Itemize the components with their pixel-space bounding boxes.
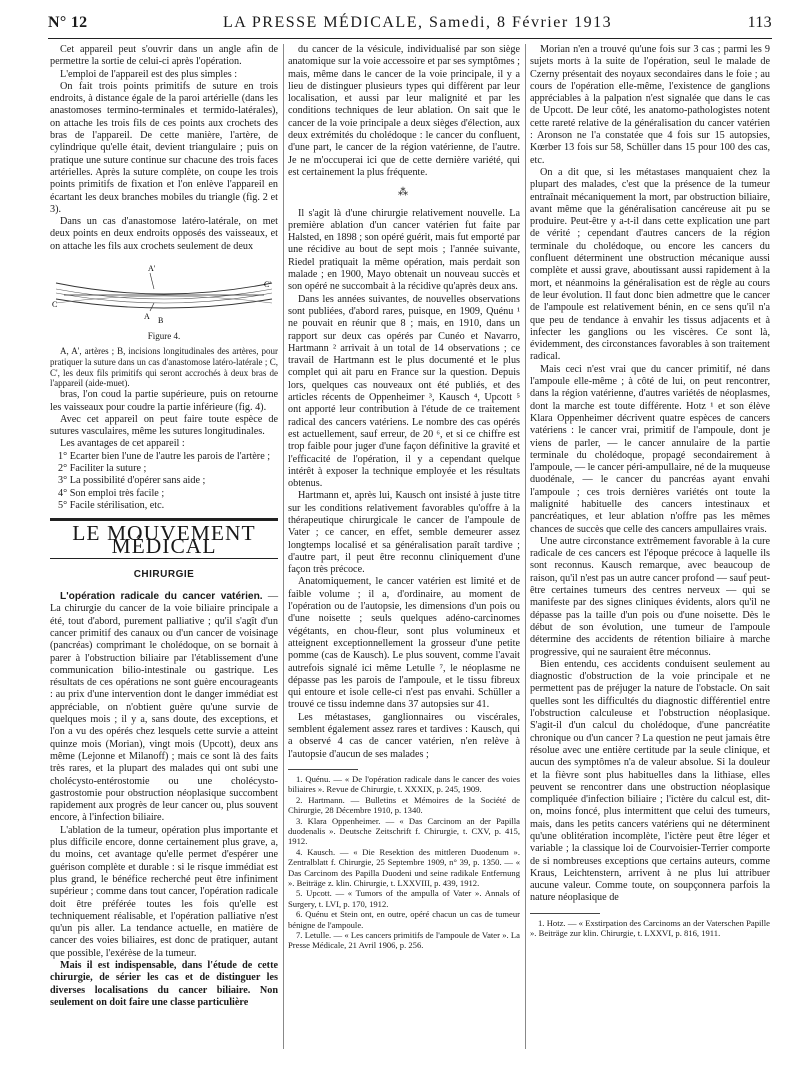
- footnote: 5. Upcott. — « Tumors of the ampulla of Vater ». Annals of Surgery, t. LVI, p. 170, 1912.: [288, 888, 520, 909]
- footnote: 2. Hartmann. — Bulletins et Mémoires de la Société de Chirurgie, 28 Décembre 1910, p. 1340.: [288, 794, 520, 816]
- paragraph: Anatomiquement, le cancer vatérien est limité et de faible volume ; il a, d'ordinaire, au moment de l'opération ou de l'autopsie, les dimensions d'un pois ou d'une noisette ; seuls quelques adéno-carcinomes végétants, en chou-fleur, sont plus volumineux et atteignent exceptionnellement la grosseur d'une petite pomme (cas de Kausch). Le plus souvent, comme l'avait autrefois signalé ici même Letulle ⁷, le néoplasme ne dépasse pas les parois de l'ampoule, et le tissu fibreux qui entoure et isole celle-ci n'est pas envahi. Schüller a trouvé ce tissu indemne dans 37 autopsies sur 41.: [288, 576, 520, 711]
- list-item: 5° Facile stérilisation, etc.: [58, 499, 165, 511]
- footnote: 7. Letulle. — « Les cancers primitifs de l'ampoule de Vater ». La Presse Médicale, 21 Avril 1906, p. 256.: [288, 930, 520, 951]
- paragraph: L'emploi de l'appareil est des plus simples :: [60, 68, 238, 80]
- issue-number: N° 12: [48, 14, 88, 31]
- paragraph: Dans un cas d'anastomose latéro-latérale, on met deux points en deux endroits opposés des vaisseaux, et on attache les fils aux crochets seulement de deux: [50, 216, 278, 252]
- footnote-rule: [530, 913, 600, 914]
- column-separator: [525, 44, 526, 1049]
- running-header: [48, 14, 772, 36]
- section-title: LE MOUVEMENT MÉDICAL: [72, 521, 256, 558]
- list-item: 4° Son emploi très facile ;: [58, 487, 165, 499]
- paragraph: Il s'agit là d'une chirurgie relativement nouvelle. La première ablation d'un cancer vatérien fut faite par Halsted, en 1898 ; son opéré guérit, mais fut emporté par une récidive au bout de sept mois ; l'année suivante, Riedel pratiquait la même opération, mais perdait son malade ; en 1900, Mayo obtenait un nouveau succès et son opéré ne succombait à la récidive qu'après deux ans.: [288, 207, 520, 293]
- column-3: [530, 44, 770, 939]
- section-dinkus: ⁂: [398, 187, 410, 199]
- header-rule: [48, 38, 772, 39]
- label-a-prime: A': [148, 264, 156, 274]
- paragraph: bras, l'on coud la partie supérieure, puis on retourne les vaisseaux pour coudre la partie inférieure (fig. 4).: [50, 389, 278, 413]
- paragraph: Mais il est indispensable, dans l'étude de cette chirurgie, de sérier les cas et de distinguer les diverses localisations du cancer biliaire. Non seulement on doit faire une classe particulière: [50, 960, 278, 1008]
- label-c: C: [52, 300, 58, 310]
- paragraph: On a dit que, si les métastases manquaient chez la plupart des malades, c'est que la présence de la tumeur entraînait mécaniquement la mort, par obstruction biliaire, avant même que la généralisation cancéreuse ait pu se produire. Peut-être y a-t-il dans cette explication une part de vérité ; cependant d'autres cancers de la région terminale du cholédoque, ou encore les cancers du confluent déterminent une obstruction mécanique aussi complète et aussi grave, aboutissant aussi rapidement à la mort, et néanmoins la généralisation est de règle au cours de leur évolution. Il faut donc bien admettre que le cancer de l'ampoule est relativement bénin, en ce sens qu'il n'a que peu de tendance à envahir les tissus adjacents et à infecter les ganglions ou les viscères. Ce sont là, évidemment, des circonstances favorables à son traitement radical.: [530, 166, 770, 363]
- journal-title: LA PRESSE MÉDICALE, Samedi, 8 Février 1913: [222, 14, 613, 31]
- figure-legend: A, A', artères ; B, incisions longitudinales des artères, pour pratiquer la suture dans un cas d'anastomose latéro-latérale ; C, C', les deux fils primitifs qui seront accrochés à deux bras de l'appareil (aide-muet).: [50, 346, 278, 389]
- footnote: 1. Quénu. — « De l'opération radicale dans le cancer des voies biliaires ». Revue de Chirurgie, t. XXXIX, p. 245, 1909.: [288, 773, 520, 795]
- section-rule: [50, 558, 278, 559]
- paragraph: L'ablation de la tumeur, opération plus importante et plus difficile encore, donne certainement plus grave, a, du moins, cet avantage qu'elle permet d'espérer une guérison complète et durable : si le risque immédiat est plus grand, le bénéfice recherché peut être infiniment supérieur ; comme dans tout cancer, l'opération radicale doit être préférée toutes les fois qu'elle est techniquement réalisable, et l'opération palliative n'est qu'un pis aller. La tendance actuelle, en matière de cancer des voies biliaires, est donc de pratiquer, autant que possible, l'exérèse de la tumeur.: [50, 824, 278, 959]
- paragraph: Avec cet appareil on peut faire toute espèce de sutures vasculaires, même les sutures longitudinales.: [50, 413, 278, 438]
- footnote-rule: [288, 769, 358, 770]
- figure-4: [50, 259, 278, 342]
- list-item: 1° Ecarter bien l'une de l'autre les parois de l'artère ;: [58, 450, 271, 462]
- footnotes: [530, 918, 770, 939]
- paragraph: Les avantages de cet appareil :: [60, 438, 185, 450]
- subsection-title: CHIRURGIE: [133, 568, 195, 580]
- label-b: B: [158, 316, 164, 326]
- footnote: 4. Kausch. — « Die Resektion des mittleren Duodenum ». Zentralblatt f. Chirurgie, 25 Septembre 1909, n° 39, p. 1350. — « Das Carcinom des Papilla Duodeni und seine radikale Entfernung ». Beiträge z. klin. Chirurgie, t. LXXVIII, p. 439, 1912.: [288, 846, 520, 888]
- paragraph: On fait trois points primitifs de suture en trois endroits, à distance égale de la paroi artérielle (dans les anastomoses termino-terminales et termido-latérales), on attache les trois fils de ces points aux crochets des bras de l'appareil. De cette manière, l'artère, de cylindrique qu'elle était, devient triangulaire ; puis on pratique une suture continue sur chacune des trois faces artérielles. Après la suture complète, on coupe les trois points primitifs de fixation et l'on enlève l'appareil en écartant les deux branches mobiles du triangle (fig. 2 et 3).: [50, 80, 278, 215]
- paragraph: Une autre circonstance extrêmement favorable à la cure radicale de ces cancers est l'époque précoce à laquelle ils sont reconnus. Kausch remarque, avec beaucoup de raison, qu'il n'est pas un autre cancer profond — sauf peut-être certaines tumeurs des centres nerveux — qui se manifeste par des signes cliniques évidents, alors qu'il ne dépasse pas la taille d'un pois ou d'une noisette. Dès le début de son évolution, une tumeur de l'ampoule détermine des accidents de rétention biliaire à marche progressive, qui ne sauraient être méconnus.: [530, 535, 770, 658]
- paragraph: Bien entendu, ces accidents conduisent seulement au diagnostic d'obstruction de la voie principale et ne permettent pas de préjuger la nature de l'obstacle. On sait quelles sont les difficultés du diagnostic différentiel entre l'obstruction calculeuse et l'obstruction néoplasique. S'agit-il d'un calcul du cholédoque, d'une pancréatite chronique ou d'un cancer ? La question ne peut jamais être résolue avec une entière certitude par la seule clinique, et aucun des symptômes n'a de valeur absolue. Si la douleur et la fièvre sont plus habituelles dans la lithiase, elles peuvent se rencontrer dans une obstruction néoplasique compliquée d'infection biliaire ; l'ictère du calcul est, dit-on, moins foncé, plus intermittent que celui des tumeurs, mais, dans les petits cancers vatériens qui ne déterminent qu'une oblitération incomplète, l'ictère peut être léger et variable ; la classique loi de Courvoisier-Terrier comporte de si nombreuses exceptions que certains auteurs, comme Kraus, Leichtenstern, arrivent à ne plus lui attribuer aucune valeur. Comme toute, on soupçonnera parfois la nature néoplasique de: [530, 658, 770, 904]
- paragraph-text: — La chirurgie du cancer de la voie biliaire principale a été, tout d'abord, purement palliative ; qu'il s'agît d'un cancer primitif des canaux ou d'un cancer de voisinage (pancréas) comprimant le cholédoque, on se bornait à parer à l'obstruction biliaire par l'établissement d'une communication bilio-intestinale ou gastrique. Les résultats de ces opérations ne sont guère encourageants : au prix d'une intervention dont le danger immédiat est appréciable, on n'obtient guère qu'une survie de quelques mois ; il y a, sans doute, des exceptions, et l'on a vu des opérés chez lesquels cette survie a atteint quinze mois (Morian), vingt mois (Upcott), deux ans même (Lejonne et Milanoff) ; mais ce sont là des faits très rares, et la plupart des malades qui ont subi une cholécysto-entérostomie ou une cholécysto-gastrostomie pour obstruction néoplasique succombent rapidement aux progrès de leur cancer ou, plus souvent encore, à l'infection biliaire.: [50, 591, 279, 824]
- list-item: 3° La possibilité d'opérer sans aide ;: [58, 475, 206, 487]
- anastomosis-illustration: [50, 259, 278, 329]
- footnote: 1. Hotz. — « Exstirpation des Carcinoms an der Vaterschen Papille ». Beiträge zur klin. Chirurgie, t. LXXVI, p. 816, 1911.: [530, 917, 770, 939]
- paragraph: Dans les années suivantes, de nouvelles observations sont publiées, d'abord rares, puisque, en 1909, Quénu ¹ ne pouvait en réunir que 8 ; mais, en 1910, dans un rapport sur deux cas opérés par Cunéo et Navarro, Hartmann ² arrivait à un total de 14 observations ; ce travail de Hartmann est le plus documenté et le plus complet qui ait paru en France sur la question. Depuis lors, quelques cas nouveaux ont été publiés, et des articles récents de Oppenheimer ³, Kausch ⁴, Upcott ⁵ ont apporté leur contribution à l'étude de ce traitement radical des cancers vatériens. Le nombre des cas opérés est actuellement, sauf erreur, de 20 ⁶, et si ce chiffre est trop faible pour juger d'une façon définitive la gravité et l'efficacité de l'opération, il y a cependant quelque intérêt à exposer la technique employée et les résultats obtenus.: [288, 293, 520, 490]
- label-a: A: [144, 312, 150, 322]
- article-lead-paragraph: [50, 591, 278, 825]
- article-title: L'opération radicale du cancer vatérien.: [60, 591, 263, 603]
- page-folio: 113: [747, 14, 772, 31]
- paragraph: Cet appareil peut s'ouvrir dans un angle afin de permettre la sortie de celui-ci après l'opération.: [50, 44, 278, 68]
- paragraph: Hartmann et, après lui, Kausch ont insisté à juste titre sur les conditions relativement favorables qu'offre à la thérapeutique chirurgicale le cancer de l'ampoule de Vater ; ce cancer, en effet, semble demeurer assez longtemps localisé et sa généralisation paraît tardive ; d'autre part, il peut être reconnu cliniquement d'une façon très précoce.: [288, 490, 520, 576]
- paragraph: Les métastases, ganglionnaires ou viscérales, semblent également assez rares et tardives : Kausch, qui a observé 4 cas de cancer vatérien, n'en relève à l'autopsie d'aucun de ses malades ;: [288, 711, 520, 760]
- column-1: [50, 44, 278, 1009]
- column-2: [288, 44, 520, 951]
- label-c-prime: C': [264, 280, 271, 290]
- footnotes: [288, 774, 520, 951]
- advantages-list: [50, 451, 278, 512]
- list-item: 2° Faciliter la suture ;: [58, 463, 147, 475]
- figure-caption: Figure 4.: [147, 331, 181, 342]
- paragraph: Mais ceci n'est vrai que du cancer primitif, né dans l'ampoule elle-même ; à côté de lui, on peut rencontrer, dans la région vatérienne, d'autres variétés de néoplasmes, dont la marche est toute différente. Hotz ¹ et son élève Klara Oppenheimer décrivent quatre espèces de cancers vatériens : le cancer vrai, primitif de l'ampoule, dont je viens de parler, — le cancer annulaire de la partie terminale du cholédoque, propagé secondairement à l'ampoule, — le cancer péri-ampullaire, né de la muqueuse duodénale, — le cancer du pancréas ayant envahi l'ampoule ; ces trois dernières variétés ont toute la malignité habituelle des cancers intestinaux et pancréatiques, et leur ablation n'offre pas les mêmes chances de succès que celle des cancers ampullaires vrais.: [530, 363, 771, 535]
- footnote: 3. Klara Oppenheimer. — « Das Carcinom an der Papilla duodenalis ». Deutsche Zeitschrift f. Chirurgie, t. CXV, p. 415, 1912.: [288, 815, 520, 847]
- paragraph: du cancer de la vésicule, individualisé par son siège anatomique sur la voie accessoire et par ses symptômes ; mais, même dans le cancer de la voie principale, il y a lieu de distinguer plusieurs types qui diffèrent par leur localisation, et aussi par leur malignité et par les conditions techniques de leur ablation. On sait que le cancer de la voie principale a deux sièges d'élection, aux deux extrémités du cholédoque : le cancer du confluent, d'une part, le cancer de la région vatérienne, de l'autre. Je ne m'occuperai ici que de cette dernière variété, qui est certainement la plus fréquente.: [288, 44, 520, 178]
- paragraph: Morian n'en a trouvé qu'une fois sur 3 cas ; parmi les 9 sujets morts à la suite de l'opération, seul le malade de Czerny présentait des noyaux secondaires dans le foie ; au cours de l'opération elle-même, l'existence de ganglions appréciables à la palpation n'est signalée que dans le cas de Upcott. De leur côté, les anatomo-pathologistes notent cette rareté relative de la généralisation du cancer vatérien : Aronson ne l'a constatée que 4 fois sur 15 autopsies, Kœrber 13 fois sur 58, Schüller dans 15 pour 100 des cas, etc.: [530, 44, 770, 166]
- column-separator: [283, 44, 284, 1049]
- footnote: 6. Quénu et Stein ont, en outre, opéré chacun un cas de tumeur bénigne de l'ampoule.: [288, 909, 520, 930]
